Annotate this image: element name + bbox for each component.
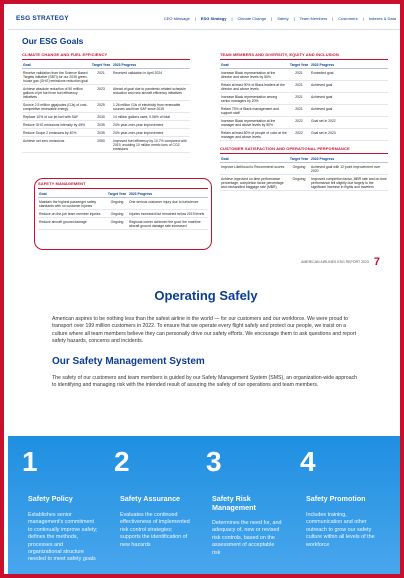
- pillar-title: Safety Promotion: [306, 494, 366, 503]
- pillar-title: Safety Risk Management: [212, 494, 256, 512]
- pillar-number: 4: [300, 446, 316, 477]
- table-cell: Reduce GHG emissions intensity by 45%: [22, 121, 90, 129]
- climate-table: [22, 62, 190, 153]
- table-cell: Achieved goal: [310, 93, 388, 105]
- nav-item[interactable]: Indexes & Data: [368, 16, 396, 21]
- column-header: Target Year: [289, 63, 309, 67]
- table-cell: Receive validation from the Science Based Targets initiative (SBTi) for our 2035 green-house gas (GHG) emissions reduction goal: [22, 69, 90, 85]
- column-header: Goal: [38, 191, 106, 198]
- table-cell: Increase Black representation at the director and above levels by 50%: [220, 69, 288, 81]
- table-cell: Ongoing: [106, 210, 128, 218]
- column-header: 2023 Progress: [112, 62, 190, 69]
- safety-column: [38, 181, 208, 230]
- goals-title: Our ESG Goals: [22, 36, 84, 46]
- table-cell: Exceeded goal: [310, 69, 388, 81]
- nav-separator: |: [332, 16, 334, 21]
- table-cell: 2035: [90, 129, 112, 137]
- operating-safely-section: [8, 274, 404, 390]
- column-header: 2023 Progress: [128, 191, 208, 198]
- table-cell: 24% year-over-year improvement: [112, 121, 190, 129]
- nav-separator: |: [271, 16, 273, 21]
- report-footer: [301, 256, 380, 268]
- column-header: Goal: [220, 156, 288, 163]
- table-cell: Reduce aircraft ground damage: [38, 218, 106, 230]
- column-header: Target Year: [107, 192, 127, 196]
- column-header: Target Year: [91, 63, 111, 67]
- esg-report-page: [8, 8, 404, 270]
- topbar-title: ESG STRATEGY: [16, 15, 69, 22]
- table-row: [220, 163, 388, 175]
- table-cell: 2022: [288, 129, 310, 141]
- table-row: [220, 81, 388, 93]
- table-row: [220, 93, 388, 105]
- table-cell: 2021: [288, 69, 310, 81]
- table-cell: 2021: [288, 93, 310, 105]
- table-row: [220, 129, 388, 141]
- table-cell: Improve Likelihood to Recommend scores: [220, 163, 288, 175]
- table-cell: 2035: [90, 121, 112, 129]
- table-cell: Reduce on-the-job team member injuries: [38, 210, 106, 218]
- table-row: [22, 69, 190, 85]
- table-cell: Ahead of goal due to pandemic-related schedule reduction and new aircraft efficiency initiatives: [112, 85, 190, 101]
- nav-item[interactable]: Safety: [277, 16, 289, 21]
- table-row: [220, 117, 388, 129]
- pillar-safety-policy: [10, 436, 102, 578]
- table-cell: 2050: [90, 137, 112, 153]
- table-cell: 1.26 million GJs of electricity from renewable sources and from SAF since 2019: [112, 101, 190, 113]
- pillar-description: Establishes senior management's commitment to continually improve safety; defines the methods, processes and organizational structure needed to meet safety goals: [28, 512, 98, 563]
- report-footer-text: AMERICAN AIRLINES ESG REPORT 2023: [301, 260, 369, 264]
- page-number: 7: [373, 256, 380, 268]
- pillar-title: Safety Policy: [28, 494, 73, 503]
- team-table: [220, 62, 388, 141]
- climate-column: [22, 52, 190, 153]
- table-row: [22, 137, 190, 153]
- operating-intro-text: American aspires to be nothing less than the safest airline in the world — for our customers and our workforce. We were proud to transport over 199 million customers in 2022. To ensure that we operate every flight safely and protect our people, we insist on a culture where all team members believe they can personally drive our safety efforts. We encourage them to ask questions and report safety hazards, concerns and incidents.: [52, 316, 357, 344]
- sms-pillars-band: [8, 436, 404, 578]
- table-row: [38, 198, 208, 210]
- sms-text: The safety of our customers and team members is guided by our Safety Management System (SMS), an organization-wide approach to identifying and managing risk with the intended result of assuring the safety of our operations and team members.: [52, 375, 358, 389]
- nav-item[interactable]: Customers: [338, 16, 358, 21]
- nav-separator: |: [231, 16, 233, 21]
- table-cell: Achieve improved on-time performance percentage, completion factor percentage and mishandled baggage rate (MBR): [220, 175, 288, 191]
- pillar-safety-assurance: [102, 436, 194, 578]
- nav-separator: |: [362, 16, 364, 21]
- table-cell: Retain at least 90% of Black leaders at the director and above levels: [220, 81, 288, 93]
- customer-table: [220, 156, 388, 191]
- topbar-nav: [164, 16, 396, 21]
- nav-separator: |: [293, 16, 295, 21]
- table-cell: One serious customer injury due to turbulence: [128, 198, 208, 210]
- table-cell: 2021: [90, 69, 112, 85]
- safety-heading: SAFETY MANAGEMENT: [38, 181, 208, 189]
- table-row: [22, 113, 190, 121]
- table-cell: Maintain the highest passenger safety standards with no customer injuries: [38, 198, 106, 210]
- table-cell: Received validation in April 2024: [112, 69, 190, 85]
- nav-item[interactable]: CEO Message: [163, 16, 190, 21]
- column-header: 2023 Progress: [310, 62, 388, 69]
- table-cell: 2023: [90, 85, 112, 101]
- operating-safely-title: Operating Safely: [154, 288, 258, 303]
- table-cell: Increase Black representation among senior managers by 20%: [220, 93, 288, 105]
- pillar-safety-promotion: [288, 436, 380, 578]
- table-cell: Ongoing: [288, 163, 310, 175]
- table-cell: 2022: [288, 117, 310, 129]
- climate-heading: CLIMATE CHANGE AND FUEL EFFICIENCY: [22, 52, 190, 60]
- table-cell: Achieve net zero emissions: [22, 137, 90, 153]
- table-row: [220, 69, 388, 81]
- customer-heading: CUSTOMER SATISFACTION AND OPERATIONAL PERFORMANCE: [220, 146, 388, 154]
- pillar-description: Includes training, communication and other outreach to grow our safety culture within all levels of the workforce: [306, 512, 375, 548]
- table-cell: 2021: [288, 81, 310, 93]
- table-cell: 14 million gallons used, 0.06% of total: [112, 113, 190, 121]
- table-cell: Regional carrier achieved the goal; the mainline aircraft ground damage rate increased: [128, 218, 208, 230]
- report-topbar: [8, 8, 404, 30]
- table-cell: 24% year-over-year improvement: [112, 129, 190, 137]
- table-cell: 2030: [90, 113, 112, 121]
- table-cell: Improved completion factor, MBR rate and on-time performance fell slightly due largely to the significant increase in flights and travelers: [311, 176, 387, 189]
- table-cell: Ongoing: [106, 198, 128, 210]
- team-heading: TEAM MEMBERS AND DIVERSITY, EQUITY AND INCLUSION: [220, 52, 388, 60]
- nav-item[interactable]: Climate Change: [237, 16, 267, 21]
- table-cell: Reduce Scope 2 emissions by 40%: [22, 129, 90, 137]
- table-cell: Achieve absolute reduction of 50 million gallons of jet fuel from fuel efficiency initiatives: [22, 85, 90, 101]
- table-cell: Goal set in 2023: [310, 129, 388, 141]
- table-row: [38, 218, 208, 230]
- pillar-number: 2: [114, 446, 130, 477]
- column-header: 2023 Progress: [310, 156, 388, 163]
- table-cell: Ongoing: [106, 218, 128, 230]
- nav-item[interactable]: ESG Strategy: [200, 16, 227, 21]
- table-cell: Achieved goal: [310, 81, 388, 93]
- table-cell: Achieved goal: [310, 105, 388, 117]
- table-cell: Achieved goal with 12 point improvement over 2020: [310, 163, 388, 175]
- column-header: Goal: [220, 62, 288, 69]
- table-row: [38, 210, 208, 218]
- nav-item[interactable]: Team Members: [299, 16, 328, 21]
- pillar-number: 3: [206, 446, 222, 477]
- pillar-safety-risk-management: [194, 436, 286, 578]
- nav-separator: |: [194, 16, 196, 21]
- table-row: [220, 105, 388, 117]
- table-row: [22, 85, 190, 101]
- table-cell: Increase Black representation at the manager and above levels by 50%: [220, 117, 288, 129]
- pillar-description: Evaluates the continued effectiveness of implemented risk control strategies; supports the identification of new hazards: [120, 512, 190, 548]
- column-header: Goal: [22, 62, 90, 69]
- table-row: [22, 129, 190, 137]
- table-cell: Goal set in 2022: [310, 117, 388, 129]
- table-cell: Retain 75% of Black management and support staff: [220, 105, 288, 117]
- table-cell: Improved fuel efficiency by 10.7% compared with 2019, avoiding 10 million metric tons of CO2 emissions: [112, 137, 190, 153]
- pillar-title: Safety Assurance: [120, 494, 181, 503]
- column-header: Target Year: [289, 157, 309, 161]
- table-cell: Injuries increased but remained below 2019 levels: [128, 210, 208, 218]
- table-row: [220, 175, 388, 191]
- table-row: [22, 121, 190, 129]
- table-cell: 2025: [90, 101, 112, 113]
- table-cell: Replace 10% of our jet fuel with SAF: [22, 113, 90, 121]
- sms-title: Our Safety Management System: [52, 356, 205, 368]
- pillar-number: 1: [22, 446, 38, 477]
- table-cell: Retain at least 80% of people of color at the manager and above levels: [221, 130, 287, 139]
- safety-table: [38, 191, 208, 230]
- table-cell: Ongoing: [288, 175, 310, 191]
- table-row: [22, 101, 190, 113]
- table-cell: Source 2.5 million gigajoules (GJs) of cost-competitive renewable energy: [22, 101, 90, 113]
- table-cell: 2021: [288, 105, 310, 117]
- pillar-description: Determines the need for, and adequacy of, new or revised risk controls, based on the assessment of acceptable risk: [212, 520, 282, 556]
- team-column: [220, 52, 388, 191]
